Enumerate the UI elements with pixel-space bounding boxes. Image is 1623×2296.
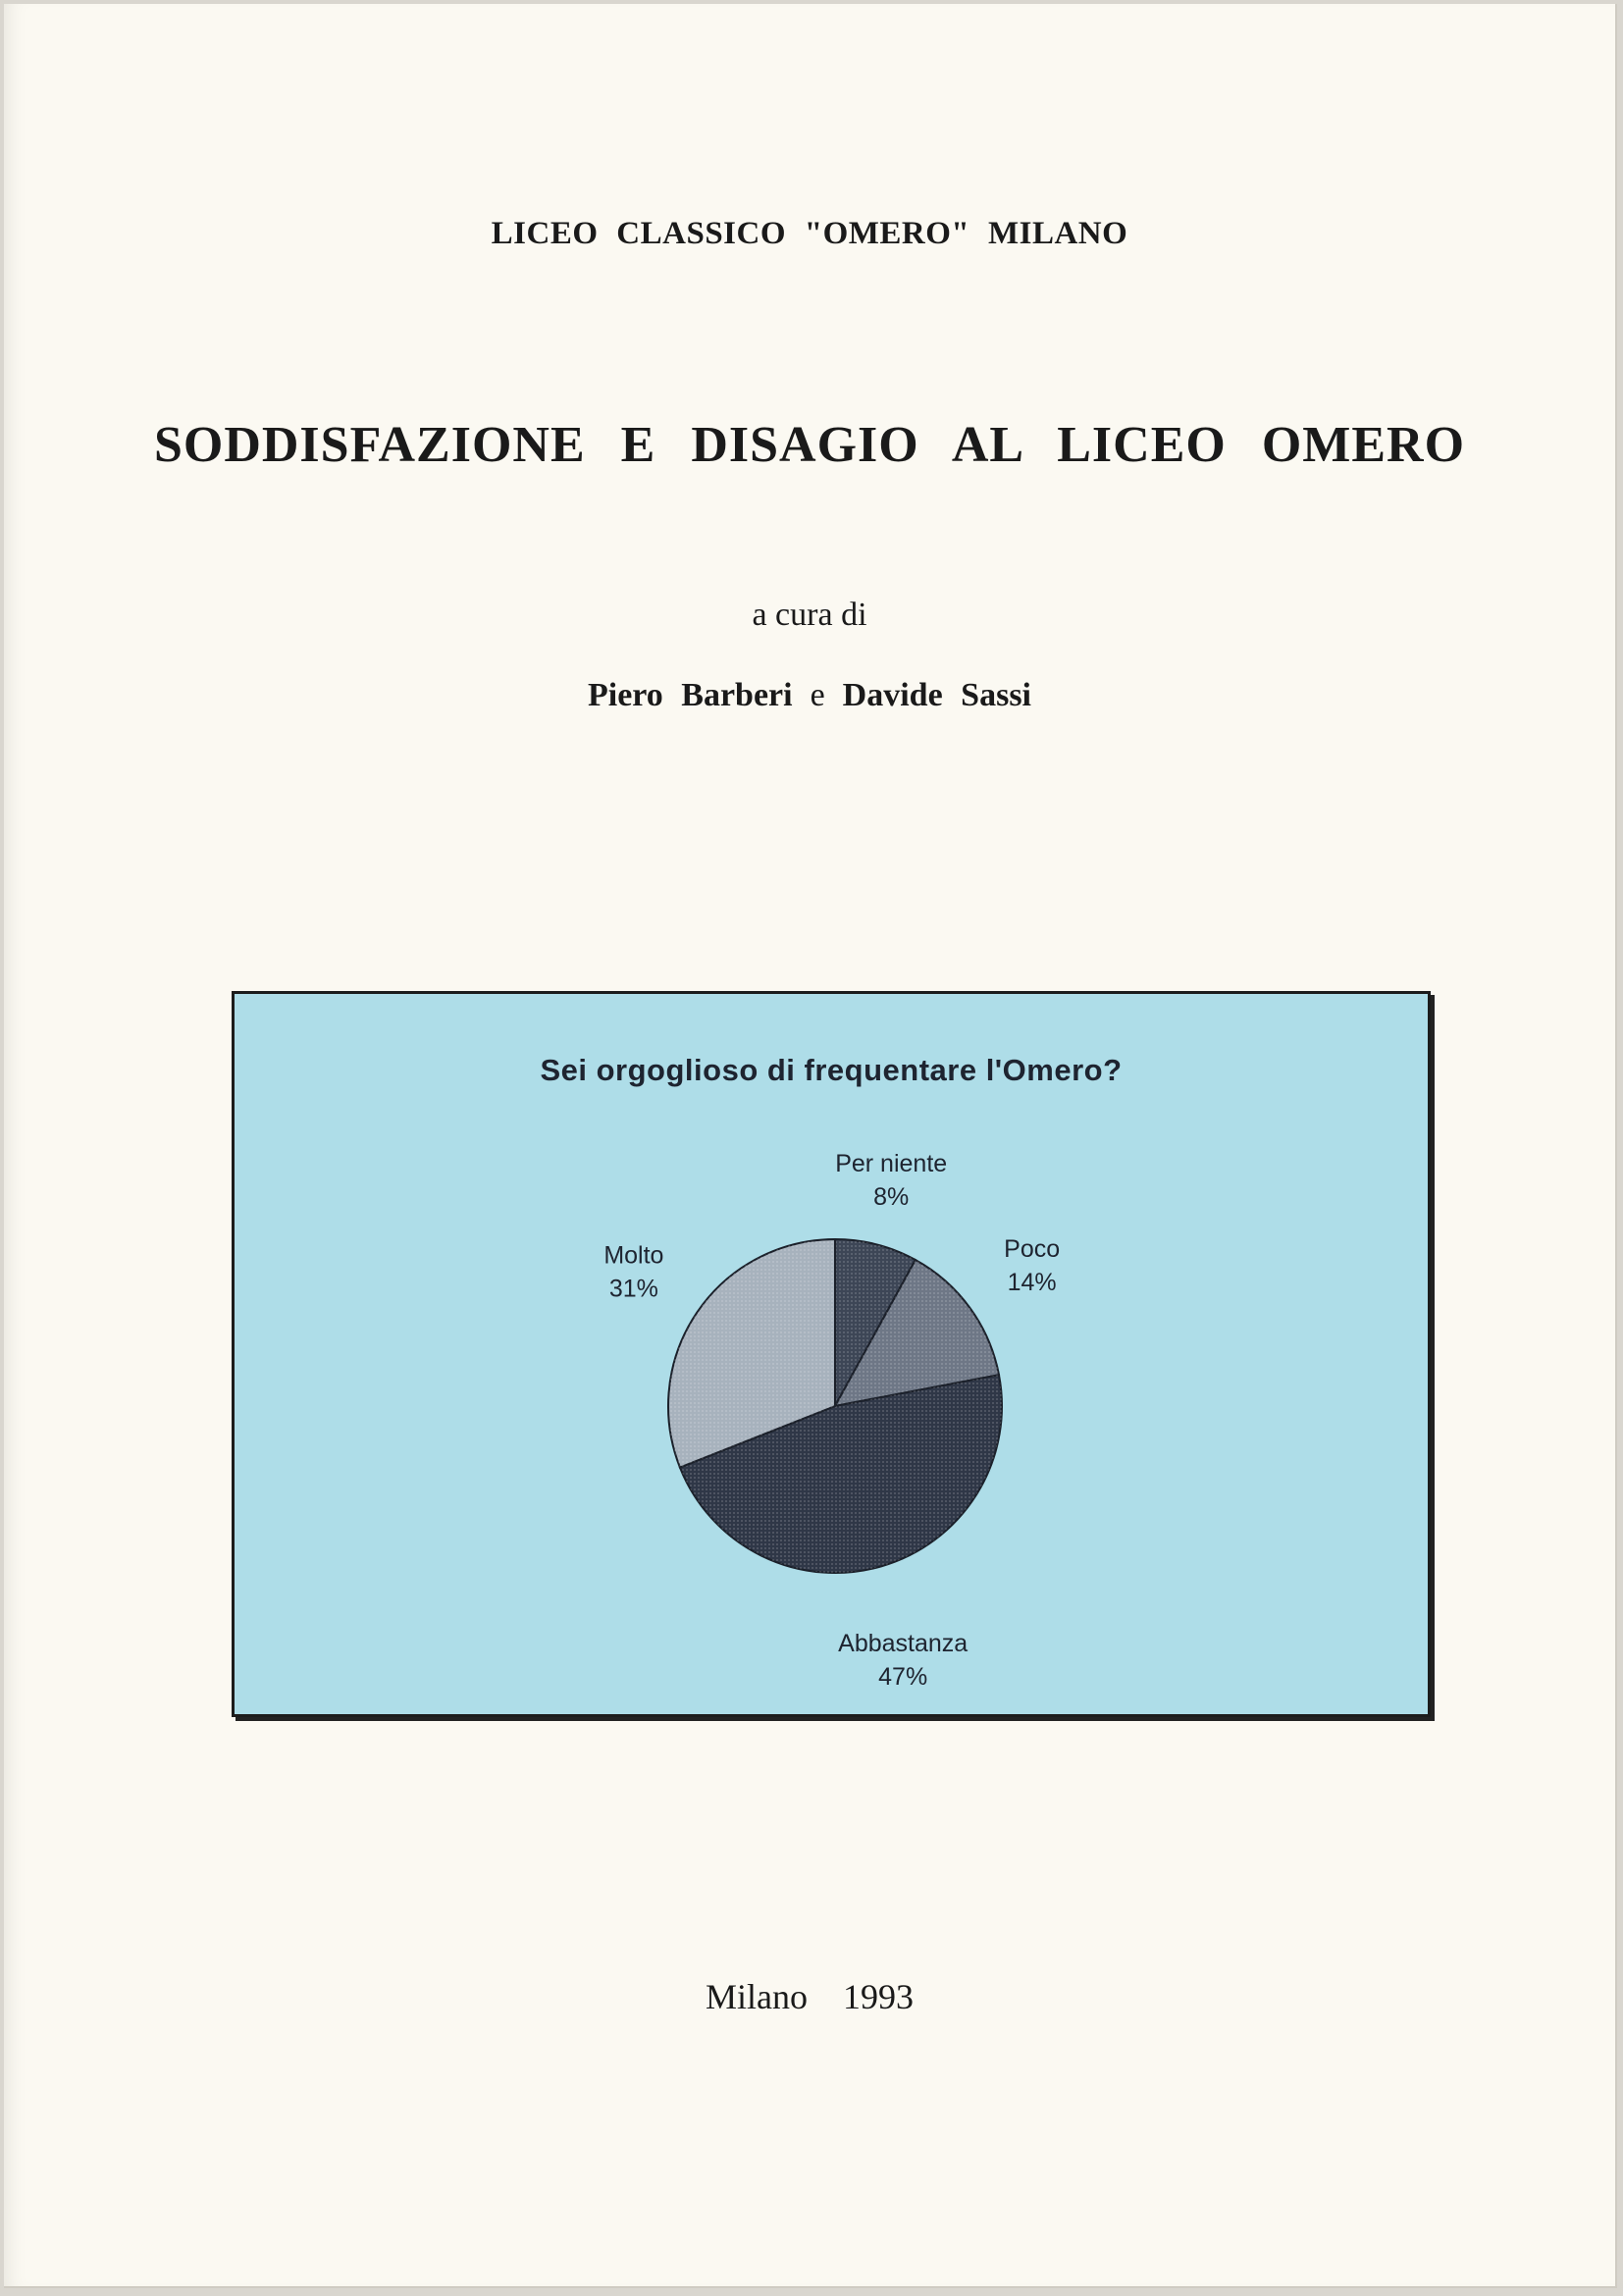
publication-place: Milano	[706, 1977, 808, 2016]
publication-line	[4, 1976, 1615, 2017]
label-abbastanza-value: 47%	[878, 1663, 928, 1692]
book-title: SODDISFAZIONE E DISAGIO AL LICEO OMERO	[153, 417, 1466, 473]
publication-year: 1993	[843, 1977, 914, 2016]
label-per-niente-category: Per niente	[835, 1150, 948, 1178]
label-abbastanza	[838, 1630, 968, 1691]
label-abbastanza-category: Abbastanza	[838, 1630, 969, 1658]
author-2: Davide Sassi	[842, 677, 1031, 713]
pie-chart	[235, 994, 1428, 1714]
author-1: Piero Barberi	[587, 677, 793, 713]
label-molto-category: Molto	[603, 1241, 664, 1270]
label-poco	[1004, 1235, 1060, 1296]
label-poco-value: 14%	[1007, 1269, 1057, 1297]
curator-label: a cura di	[752, 597, 867, 633]
label-molto-value: 31%	[608, 1275, 658, 1303]
chart-panel	[232, 991, 1431, 1717]
authors-line	[4, 677, 1615, 714]
label-poco-category: Poco	[1004, 1235, 1061, 1264]
school-name: LICEO CLASSICO "OMERO" MILANO	[491, 216, 1128, 251]
label-per-niente-value: 8%	[873, 1183, 910, 1212]
chart-title: Sei orgoglioso di frequentare l'Omero?	[540, 1053, 1123, 1087]
label-per-niente	[835, 1150, 947, 1211]
label-molto	[603, 1242, 663, 1303]
book-cover	[4, 4, 1617, 2288]
author-conjunction: e	[810, 677, 825, 713]
